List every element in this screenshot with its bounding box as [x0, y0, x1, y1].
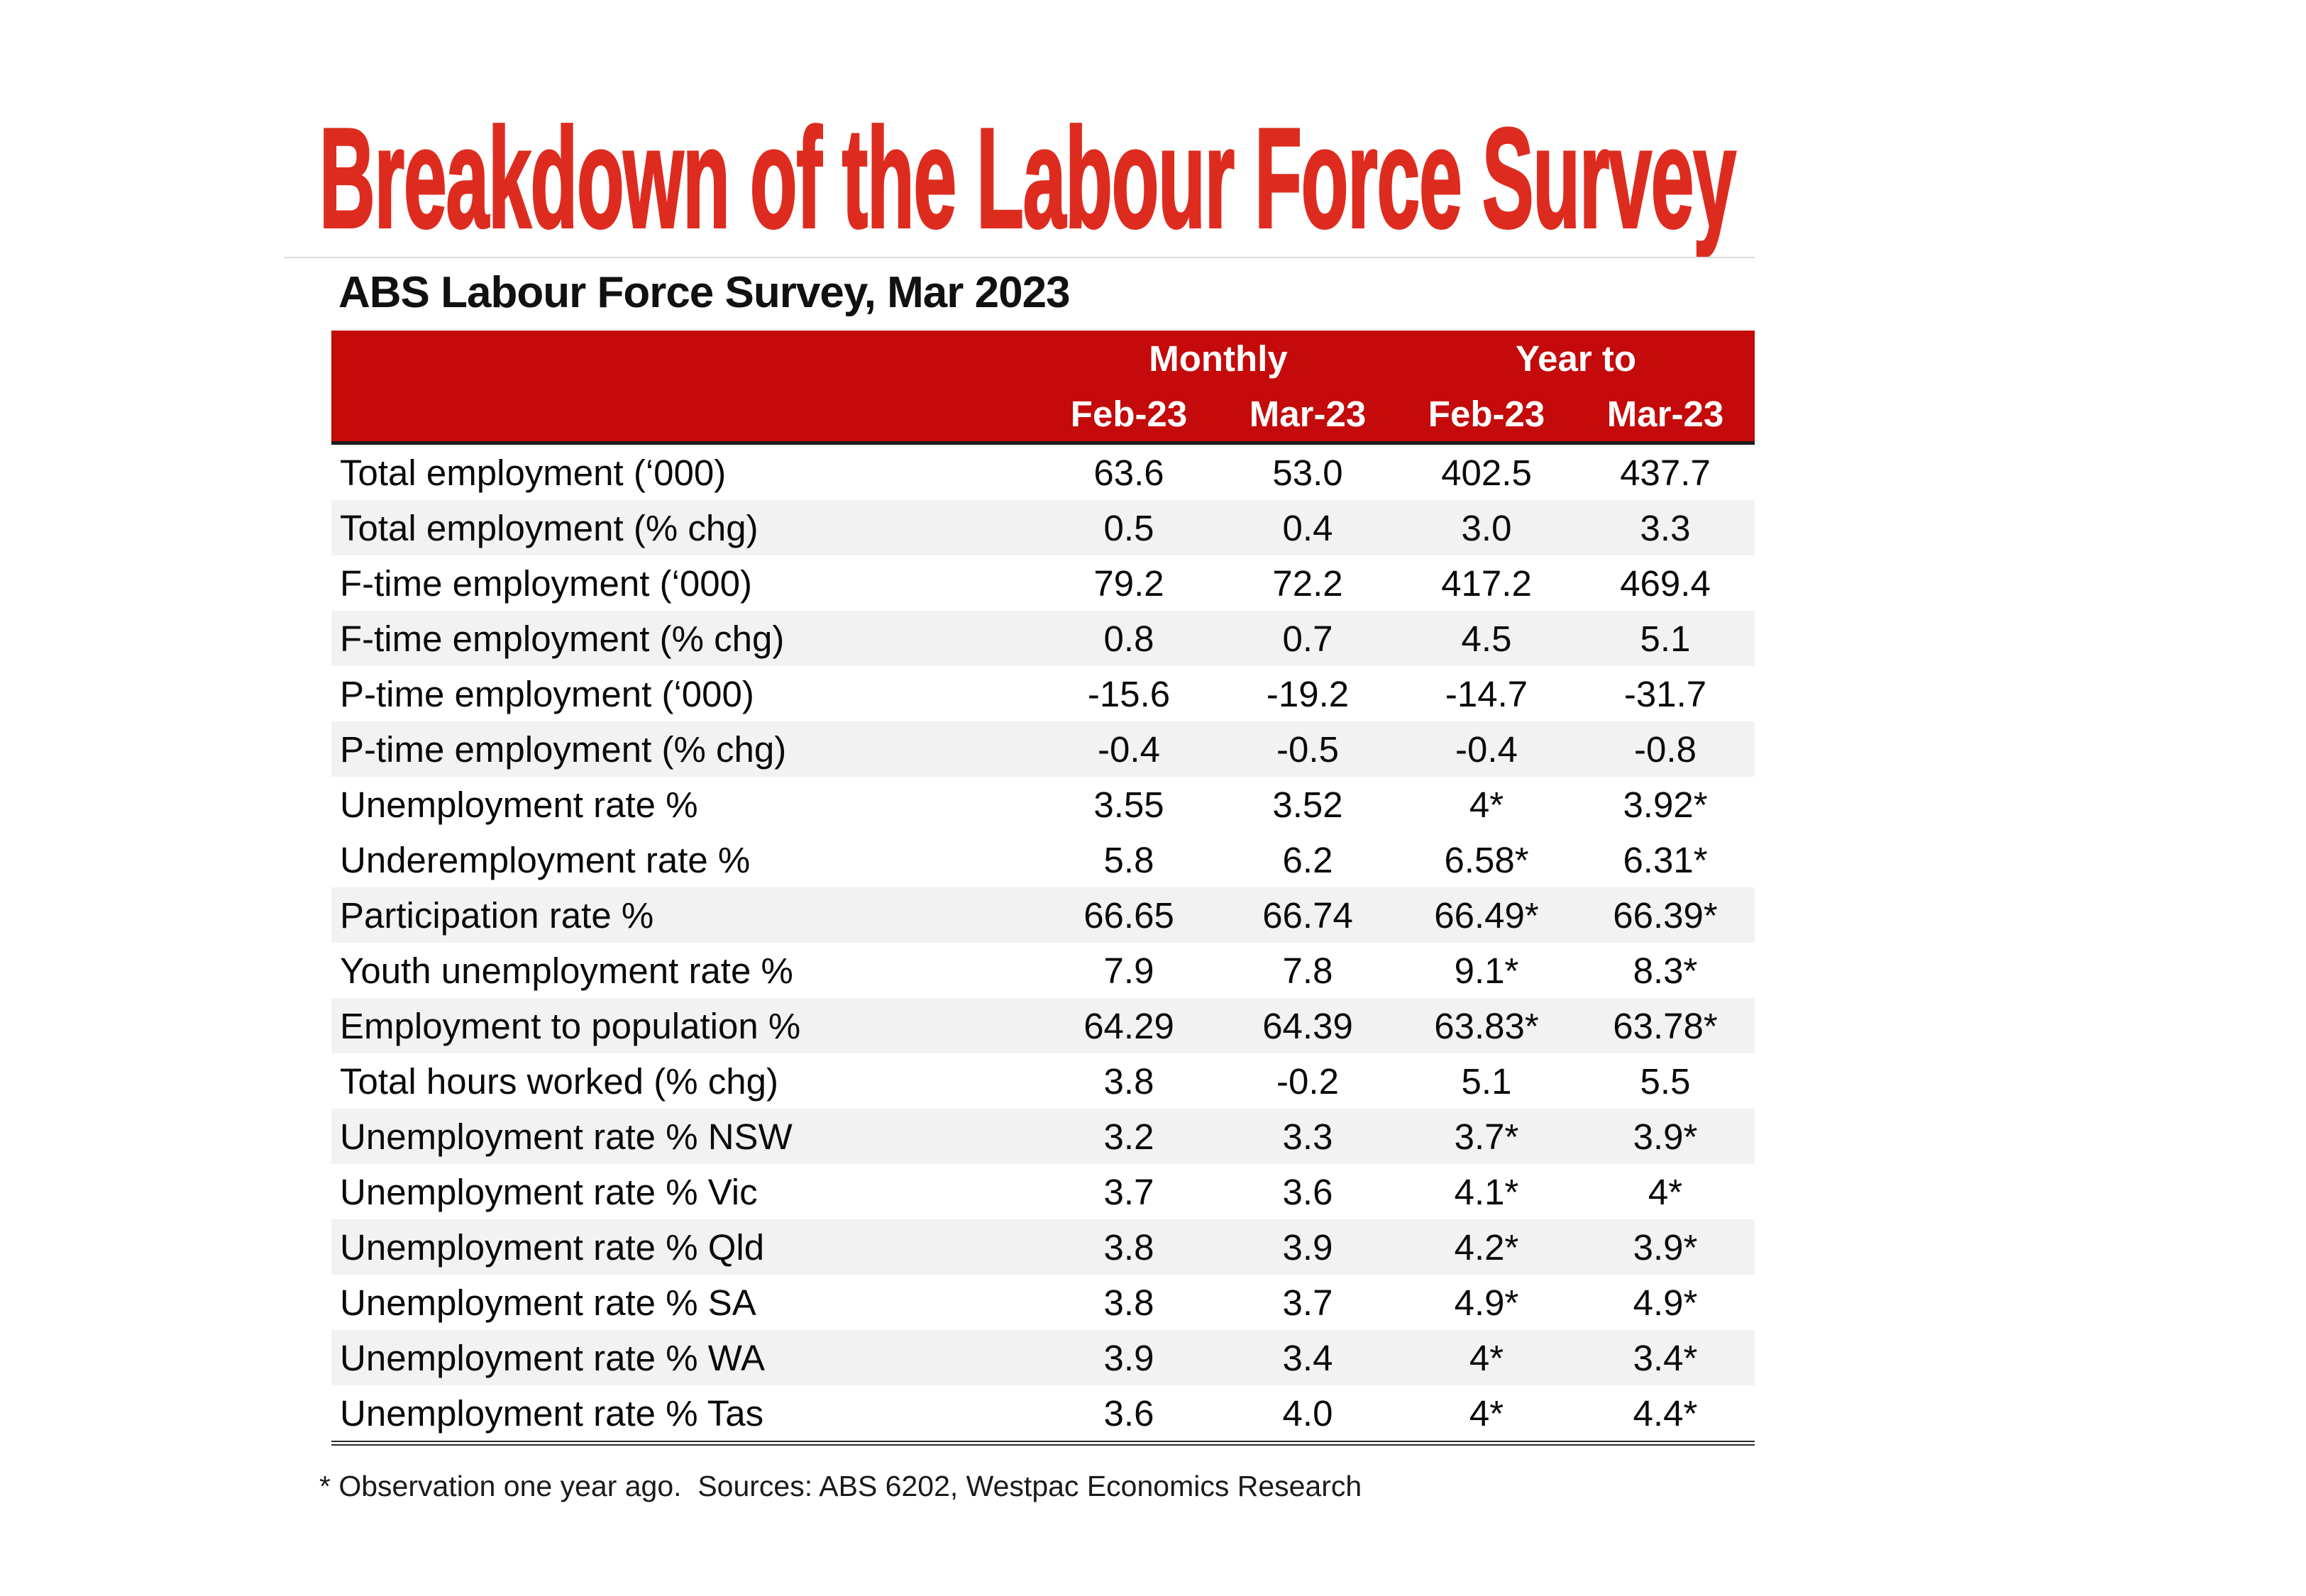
row-label: Unemployment rate % — [340, 784, 698, 825]
table-row — [331, 887, 1755, 943]
cell-value: 4.9* — [1454, 1282, 1519, 1323]
cell-value: -0.2 — [1276, 1060, 1339, 1102]
header-group-monthly: Monthly — [1039, 331, 1397, 386]
row-label: Unemployment rate % Tas — [331, 1385, 1039, 1443]
cell-value: 6.58* — [1444, 839, 1529, 880]
row-label: F-time employment (% chg) — [331, 611, 1039, 666]
table-row — [331, 721, 1755, 777]
row-label: Total employment (% chg) — [331, 500, 1039, 555]
row-label: Youth unemployment rate % — [340, 950, 793, 991]
table-row — [331, 1385, 1755, 1443]
cell-value: 437.7 — [1620, 452, 1711, 493]
cell-value: 8.3* — [1633, 950, 1698, 991]
cell-value: 3.9* — [1576, 1219, 1755, 1275]
row-label: Unemployment rate % WA — [331, 1330, 1039, 1385]
table-row — [331, 666, 1755, 721]
cell-value: 66.74 — [1218, 887, 1397, 943]
labour-force-table — [331, 331, 1755, 1446]
table-row — [331, 832, 1755, 887]
cell-value: 4.5 — [1397, 611, 1576, 666]
col-header-monthly-mar: Mar-23 — [1218, 386, 1397, 443]
row-label: Unemployment rate % SA — [340, 1282, 756, 1323]
table-row — [331, 1330, 1755, 1385]
cell-value: 7.9 — [1103, 950, 1154, 991]
row-label: Total employment (‘000) — [340, 452, 727, 493]
header-columns-row — [331, 386, 1755, 443]
col-header-monthly-feb: Feb-23 — [1039, 386, 1218, 443]
col-header-yearto-mar: Mar-23 — [1576, 386, 1755, 443]
cell-value: 63.78* — [1576, 998, 1755, 1053]
cell-value: 4.9* — [1633, 1282, 1698, 1323]
cell-value: 53.0 — [1272, 452, 1343, 493]
cell-value: 66.49* — [1397, 887, 1576, 943]
cell-value: 4.0 — [1218, 1385, 1397, 1443]
cell-value: 3.3 — [1218, 1109, 1397, 1164]
survey-panel — [284, 257, 1755, 1503]
cell-value: 4.1* — [1454, 1171, 1519, 1212]
table-body — [331, 443, 1755, 1443]
cell-value: 5.1 — [1461, 1060, 1512, 1102]
cell-value: -0.4 — [1397, 721, 1576, 777]
row-label: Unemployment rate % NSW — [331, 1109, 1039, 1164]
table-row — [331, 443, 1755, 501]
cell-value: 4* — [1648, 1171, 1683, 1212]
row-label: Total hours worked (% chg) — [340, 1060, 778, 1102]
cell-value: -31.7 — [1623, 673, 1707, 714]
cell-value: 3.92* — [1623, 784, 1708, 825]
header-group-year-to: Year to — [1397, 331, 1755, 386]
cell-value: 64.39 — [1218, 998, 1397, 1053]
cell-value: 6.2 — [1282, 839, 1333, 880]
cell-value: 3.2 — [1039, 1109, 1218, 1164]
cell-value: 3.7 — [1282, 1282, 1333, 1323]
cell-value: 63.6 — [1093, 452, 1164, 493]
cell-value: 3.8 — [1039, 1219, 1218, 1275]
cell-value: 4* — [1469, 784, 1504, 825]
row-label: P-time employment (% chg) — [331, 721, 1039, 777]
row-label: Unemployment rate % Vic — [340, 1171, 758, 1212]
cell-value: 64.29 — [1039, 998, 1218, 1053]
cell-value: -0.5 — [1218, 721, 1397, 777]
cell-value: 3.7* — [1397, 1109, 1576, 1164]
table-row — [331, 998, 1755, 1053]
cell-value: 3.6 — [1282, 1171, 1333, 1212]
footnote: * Observation one year ago. Sources: ABS 6202, Westpac Economics Research — [319, 1470, 1362, 1502]
cell-value: 3.9 — [1039, 1330, 1218, 1385]
cell-value: 0.5 — [1039, 500, 1218, 555]
row-label: Employment to population % — [331, 998, 1039, 1053]
cell-value: -0.8 — [1576, 721, 1755, 777]
cell-value: 72.2 — [1272, 563, 1343, 604]
cell-value: 3.55 — [1093, 784, 1164, 825]
cell-value: 3.0 — [1397, 500, 1576, 555]
table-header — [331, 331, 1755, 443]
cell-value: 4.2* — [1397, 1219, 1576, 1275]
cell-value: 7.8 — [1282, 950, 1333, 991]
cell-value: 3.4* — [1576, 1330, 1755, 1385]
cell-value: 4* — [1397, 1330, 1576, 1385]
header-group-row — [331, 331, 1755, 386]
cell-value: 66.65 — [1039, 887, 1218, 943]
cell-value: 3.4 — [1218, 1330, 1397, 1385]
row-label: F-time employment (‘000) — [340, 563, 752, 604]
cell-value: 3.9* — [1576, 1109, 1755, 1164]
header-label-cell — [331, 386, 1039, 443]
cell-value: 3.52 — [1272, 784, 1343, 825]
table-row — [331, 500, 1755, 555]
cell-value: 5.1 — [1576, 611, 1755, 666]
cell-value: 79.2 — [1093, 563, 1164, 604]
cell-value: 4* — [1397, 1385, 1576, 1443]
table-row — [331, 1275, 1755, 1330]
cell-value: 5.5 — [1640, 1060, 1691, 1102]
cell-value: -14.7 — [1445, 673, 1528, 714]
table-row — [331, 611, 1755, 666]
cell-value: 3.8 — [1103, 1282, 1154, 1323]
cell-value: 402.5 — [1441, 452, 1532, 493]
cell-value: 3.6 — [1039, 1385, 1218, 1443]
table-row — [331, 943, 1755, 998]
cell-value: 0.4 — [1218, 500, 1397, 555]
row-label: Participation rate % — [331, 887, 1039, 943]
table-row — [331, 1053, 1755, 1109]
cell-value: 3.3 — [1576, 500, 1755, 555]
table-heading: ABS Labour Force Survey, Mar 2023 — [338, 268, 1070, 317]
cell-value: 3.9 — [1218, 1219, 1397, 1275]
cell-value: 9.1* — [1454, 950, 1519, 991]
cell-value: 0.7 — [1218, 611, 1397, 666]
cell-value: 417.2 — [1441, 563, 1532, 604]
col-header-yearto-feb: Feb-23 — [1397, 386, 1576, 443]
cell-value: 0.8 — [1039, 611, 1218, 666]
table-row — [331, 1164, 1755, 1219]
row-label: Underemployment rate % — [340, 839, 751, 880]
cell-value: 66.39* — [1576, 887, 1755, 943]
cell-value: 3.8 — [1103, 1060, 1154, 1102]
cell-value: 63.83* — [1397, 998, 1576, 1053]
cell-value: 469.4 — [1620, 563, 1711, 604]
cell-value: 6.31* — [1623, 839, 1708, 880]
row-label: Unemployment rate % Qld — [331, 1219, 1039, 1275]
cell-value: 5.8 — [1103, 839, 1154, 880]
header-corner-cell — [331, 331, 1039, 386]
table-row — [331, 1219, 1755, 1275]
cell-value: -15.6 — [1087, 673, 1171, 714]
cell-value: -19.2 — [1266, 673, 1350, 714]
cell-value: 3.7 — [1103, 1171, 1154, 1212]
cell-value: 4.4* — [1576, 1385, 1755, 1443]
cell-value: -0.4 — [1039, 721, 1218, 777]
row-label: P-time employment (‘000) — [340, 673, 754, 714]
table-row — [331, 555, 1755, 611]
table-row — [331, 1109, 1755, 1164]
page-title: Breakdown of the Labour Force Survey — [319, 99, 1736, 257]
table-row — [331, 777, 1755, 832]
